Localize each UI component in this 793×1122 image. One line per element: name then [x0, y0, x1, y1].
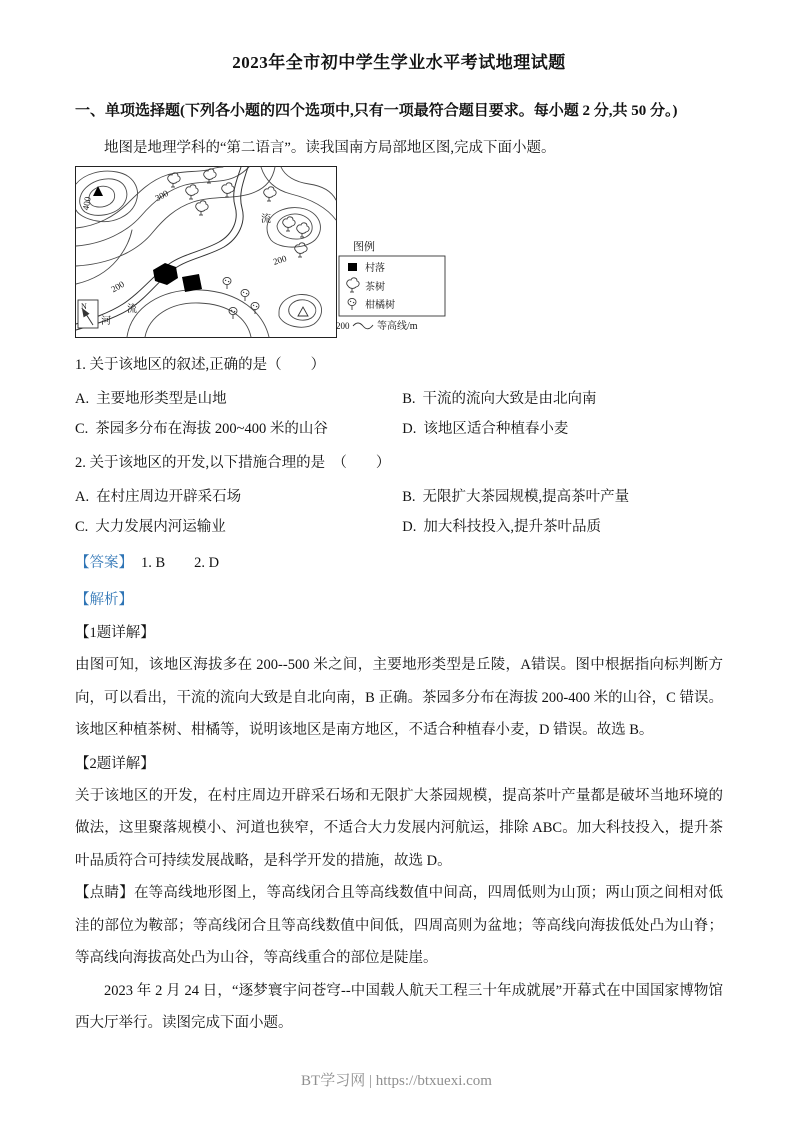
analysis-tag: 【解析】	[75, 592, 133, 608]
explain1-body: 由图可知，该地区海拔多在 200--500 米之间，主要地形类型是丘陵，A错误。图中根据指向标判断方向，可以看出，干流的流向大致是自北向南，B 正确。茶园多分布在海拔 200-400 米的山谷，C 错误。该地区种植茶树、柑橘等，说明该地区是南方地区，不适合种植春小麦，D 错误。故选 B。	[75, 657, 723, 738]
q2-options	[75, 482, 723, 542]
q1-options	[75, 384, 723, 444]
section-heading: 一、单项选择题(下列各小题的四个选项中,只有一项最符合题目要求。每小题 2 分,共 50 分。)	[75, 103, 678, 119]
footer-site-link[interactable]: BT学习网 | https://btxuexi.com	[301, 1073, 492, 1089]
q2-stem: 2. 关于该地区的开发,以下措施合理的是 （ ）	[75, 455, 391, 471]
q2-option-d	[402, 512, 723, 542]
legend-contour-value: 200	[336, 321, 350, 331]
legend-contour-label: 等高线/m	[377, 321, 418, 332]
page-title: 2023年全市初中学生学业水平考试地理试题	[232, 53, 566, 72]
q2-option-b	[402, 482, 723, 512]
option-text: 在村庄周边开辟采石场	[96, 489, 242, 505]
contour-label-200-right: 200	[271, 253, 288, 267]
q1-option-c	[75, 414, 402, 444]
river-label-liu: 流	[127, 304, 137, 315]
answer-value: 1. B 2. D	[141, 555, 220, 571]
river-label-he: 河	[101, 316, 111, 327]
option-label: C.	[75, 421, 89, 437]
legend-tea-label: 茶树	[365, 282, 385, 293]
option-label: B.	[402, 489, 416, 505]
contour-label-200-left: 200	[109, 278, 126, 295]
explain1-heading: 【1题详解】	[75, 625, 155, 641]
legend-citrus-icon	[348, 298, 356, 310]
option-label: A.	[75, 391, 90, 407]
option-label: B.	[402, 391, 416, 407]
legend-village-label: 村落	[365, 263, 385, 274]
map-legend	[336, 239, 445, 332]
question-group-intro: 地图是地理学科的“第二语言”。读我国南方局部地区图,完成下面小题。	[104, 140, 556, 156]
legend-citrus-label: 柑橘树	[365, 300, 395, 311]
option-text: 该地区适合种植春小麦	[423, 421, 569, 437]
option-text: 主要地形类型是山地	[96, 391, 227, 407]
option-text: 无限扩大茶园规模,提高茶叶产量	[422, 489, 630, 505]
legend-title: 图例	[353, 241, 375, 253]
site-footer	[0, 1069, 793, 1090]
option-text: 加大科技投入,提升茶叶品质	[423, 519, 601, 535]
contour-label-400: 400	[80, 195, 93, 211]
contour-map	[75, 166, 447, 342]
village-symbol	[182, 274, 202, 292]
option-text: 大力发展内河运输业	[95, 519, 226, 535]
tip-tag: 【点睛】	[75, 885, 134, 901]
compass-n-label: N	[81, 302, 87, 311]
q1-option-d	[402, 414, 723, 444]
q2-option-a	[75, 482, 402, 512]
compass	[78, 300, 98, 328]
q1-stem: 1. 关于该地区的叙述,正确的是（ ）	[75, 357, 326, 373]
q1-option-b	[402, 384, 723, 414]
q1-option-a	[75, 384, 402, 414]
legend-contour-line	[353, 323, 373, 329]
next-question-group-intro: 2023 年 2 月 24 日，“逐梦寰宇问苍穹--中国载人航天工程三十年成就展”开幕式在中国国家博物馆西大厅举行。读图完成下面小题。	[75, 982, 723, 1031]
option-label: D.	[402, 421, 417, 437]
explain2-body: 关于该地区的开发，在村庄周边开辟采石场和无限扩大茶园规模，提高茶叶产量都是破坏当地环境的做法，这里聚落规模小、河道也狭窄，不适合大力发展内河航运，排除 ABC。加大科技投入，提升茶叶品质符合可持续发展战略，是科学开发的措施，故选 D。	[75, 787, 723, 869]
option-label: A.	[75, 489, 90, 505]
river-label-liu-top: 流	[261, 214, 271, 225]
option-label: C.	[75, 519, 89, 535]
explain2-heading: 【2题详解】	[75, 755, 155, 772]
option-text: 茶园多分布在海拔 200~400 米的山谷	[95, 421, 328, 437]
option-text: 干流的流向大致是由北向南	[422, 391, 597, 407]
contour-map-figure	[75, 166, 723, 342]
option-label: D.	[402, 519, 417, 535]
answer-tag: 【答案】	[75, 555, 133, 571]
contour-label-300: 300	[153, 188, 170, 204]
answer-line	[75, 548, 723, 579]
tip-paragraph	[75, 877, 723, 975]
legend-village-icon	[348, 263, 357, 271]
legend-tea-icon	[347, 278, 359, 292]
tip-body: 在等高线地形图上，等高线闭合且等高线数值中间高，四周低则为山顶；两山顶之间相对低洼的部位为鞍部；等高线闭合且等高线数值中间低，四周高则为盆地；等高线向海拔低处凸为山脊；等高线向海拔高处凸为山谷，等高线重合的部位是陡崖。	[75, 885, 724, 966]
q2-option-c	[75, 512, 402, 542]
analysis-line	[75, 585, 723, 616]
